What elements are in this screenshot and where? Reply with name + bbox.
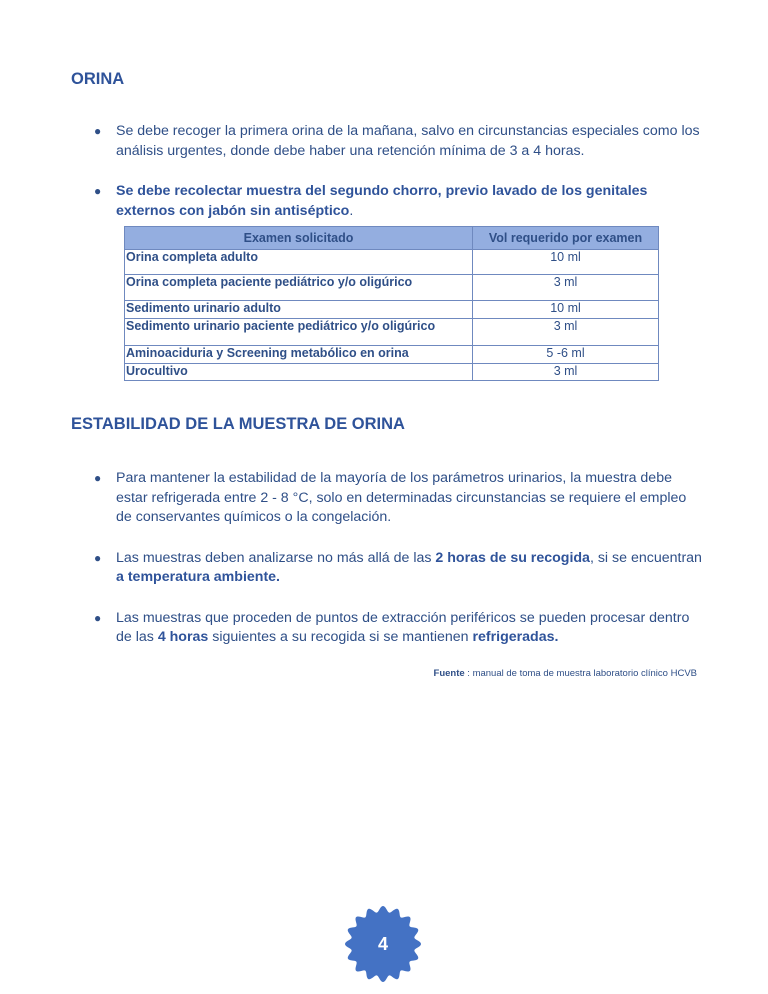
bullet-text-bold: a temperatura ambiente. [116, 569, 281, 585]
volume-cell: 10 ml [473, 250, 659, 275]
bullet-icon: ● [94, 471, 102, 485]
list-item [94, 549, 704, 588]
bullet-text: siguientes a su recogida si se mantienen [208, 629, 473, 645]
source-note [434, 668, 697, 679]
volume-cell: 3 ml [473, 364, 659, 381]
page-number-badge [344, 905, 422, 983]
bullet-icon: ● [94, 184, 102, 198]
bullet-text-bold: Se debe recolectar muestra del segundo chorro, previo lavado de los genitales externos con jabón sin antiséptico [116, 183, 648, 219]
volume-cell: 10 ml [473, 301, 659, 319]
table-row [125, 301, 659, 319]
exam-cell: Orina completa paciente pediátrico y/o oligúrico [125, 275, 473, 301]
exam-volume-table [124, 226, 659, 381]
bullet-text: Se debe recoger la primera orina de la mañana, salvo en circunstancias especiales como los análisis urgentes, donde debe haber una retención mínima de 3 a 4 horas. [116, 123, 700, 159]
bullet-text: Las muestras deben analizarse no más allá de las [116, 549, 436, 566]
table-row [125, 250, 659, 275]
bullet-text: , si se encuentran [589, 549, 702, 566]
page-number: 4 [377, 933, 388, 954]
volume-cell: 3 ml [473, 319, 659, 346]
orina-bullet-list [94, 122, 704, 221]
source-label: Fuente [433, 668, 465, 679]
volume-cell: 5 -6 ml [473, 346, 659, 364]
table-row [125, 319, 659, 346]
list-item [94, 609, 704, 648]
list-item [94, 122, 704, 161]
table-row [125, 364, 659, 381]
column-header-exam: Examen solicitado [125, 227, 473, 250]
exam-cell: Sedimento urinario paciente pediátrico y/o oligúrico [125, 319, 473, 346]
table-row [125, 275, 659, 301]
table-row [125, 346, 659, 364]
section-title-orina: ORINA [71, 70, 125, 88]
exam-cell: Urocultivo [125, 364, 473, 381]
source-text: : manual de toma de muestra laboratorio clínico HCVB [464, 668, 697, 679]
table-header-row [125, 227, 659, 250]
list-item [94, 182, 704, 221]
exam-cell: Aminoaciduria y Screening metabólico en orina [125, 346, 473, 364]
exam-cell: Sedimento urinario adulto [125, 301, 473, 319]
bullet-text-bold: refrigeradas. [472, 629, 559, 645]
bullet-text: Las muestras que proceden de puntos de extracción periféricos se pueden procesar dentro de las [116, 609, 690, 645]
list-item [94, 469, 704, 528]
column-header-volume: Vol requerido por examen [473, 227, 659, 250]
bullet-text-bold: 4 horas [157, 629, 209, 645]
bullet-icon: ● [94, 124, 102, 138]
exam-cell: Orina completa adulto [125, 250, 473, 275]
bullet-text: Para mantener la estabilidad de la mayoría de los parámetros urinarios, la muestra debe estar refrigerada entre 2 - 8 °C, solo en determinadas circunstancias se requiere el empleo de conservantes químicos o la congelación. [116, 470, 687, 525]
bullet-text-bold: 2 horas de su recogida [435, 549, 590, 566]
bullet-icon: ● [94, 610, 102, 625]
bullet-icon: ● [94, 550, 102, 565]
volume-cell: 3 ml [473, 275, 659, 301]
section-title-estabilidad: ESTABILIDAD DE LA MUESTRA DE ORINA [71, 415, 405, 433]
estabilidad-bullet-list [94, 469, 704, 648]
bullet-text: . [349, 202, 354, 219]
